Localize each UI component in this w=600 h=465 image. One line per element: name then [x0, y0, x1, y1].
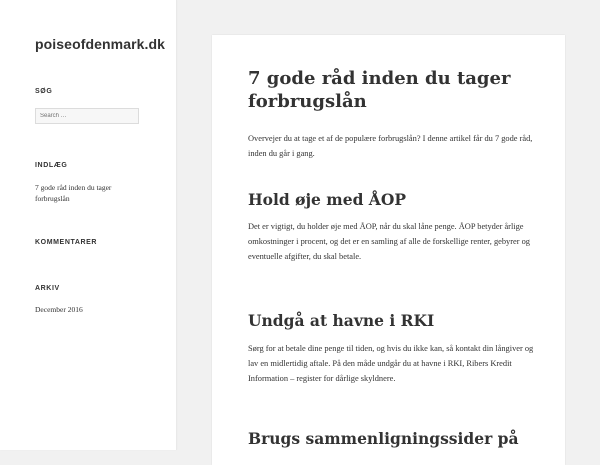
- comments-widget-title: KOMMENTARER: [35, 239, 98, 246]
- site-title-link[interactable]: poiseofdenmark.dk: [35, 36, 166, 52]
- archive-widget-title: ARKIV: [35, 285, 60, 292]
- article-title[interactable]: 7 gode råd inden du tager forbrugslån: [248, 68, 511, 112]
- section-body-rki: Sørg for at betale dine penge til tiden, og hvis du ikke kan, så kontakt din långiver og lav en midlertidig aftale. På den måde undgår du at havne i RKI, Ribers Kredit Information – register for dårlige skyldnere.: [248, 344, 534, 383]
- article-intro: Overvejer du at tage et af de populære forbrugslån? I denne artikel får du 7 gode råd, inden du går i gang.: [248, 134, 533, 158]
- section-heading-aop: Hold øje med ÅOP: [248, 190, 406, 209]
- posts-widget-title: INDLÆG: [35, 162, 68, 169]
- search-input[interactable]: [35, 108, 139, 124]
- section-heading-rki: Undgå at havne i RKI: [248, 311, 435, 330]
- section-body-aop: Det er vigtigt, du holder øje med ÅOP, når du skal låne penge. ÅOP betyder årlige omkostninger i procent, og det er en samling af alle de forskellige renter, gebyrer og eventuelle afgifter, du skal betale.: [248, 222, 530, 261]
- sidebar: [0, 0, 177, 450]
- article-card: [212, 35, 565, 465]
- section-heading-comparison: Brugs sammenligningssider på: [248, 429, 519, 448]
- recent-post-link[interactable]: 7 gode råd inden du tager forbrugslån: [35, 183, 112, 203]
- search-widget-title: SØG: [35, 88, 53, 95]
- archive-link-december-2016[interactable]: December 2016: [35, 305, 83, 314]
